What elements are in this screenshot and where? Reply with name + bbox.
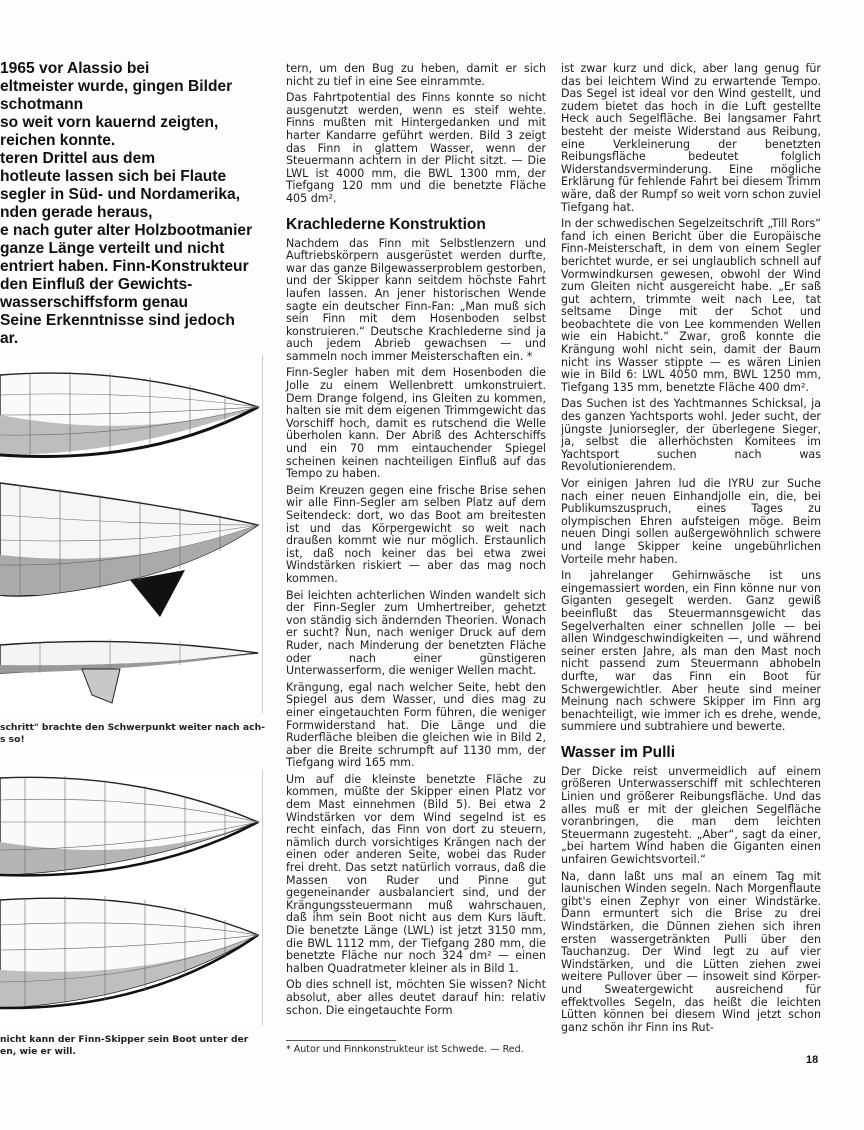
paragraph: Na, dann laßt uns mal an einem Tag mit launischen Winden segeln. Nach Morgenflaute gibt's einen Zephyr von einer Windstärke. Dann ermuntert sich die Brise zu drei Windstärken, die Dünnen ziehen sich ihren ersten wassergetränkten Pulli über den Tauchanzug. Der Wind legt zu auf vier Windstärken, und die Lütten ziehen zwei weitere Pullover über — insoweit sind Körper- und Sweatergewicht ausreichend für effektvolles Segeln, das heißt die leichten Lütten können bei diesem Wind jetzt schon ganz schön ihr Finn ins Rut- <box>561 869 821 1034</box>
paragraph: tern, um den Bug zu heben, damit er sich nicht zu tief in eine See einrammte. <box>286 62 546 88</box>
figure-caption-bottom <box>0 1034 268 1058</box>
intro-line: eltmeister wurde, gingen Bilder <box>0 78 233 95</box>
intro-line: 1965 vor Alassio bei <box>0 60 150 77</box>
caption-line: schritt" brachte den Schwerpunkt weiter nach ach- <box>0 722 265 733</box>
caption-line: s so! <box>0 734 25 745</box>
hull-lines-drawing <box>0 770 262 1025</box>
paragraph: Nachdem das Finn mit Selbstlenzern und Auftriebskörpern ausgerüstet werden durfte, war das ganze Bilgewasserproblem gestorben, und der Skipper kann seitdem höchste Fahrt laufen lassen. An jener historischen Wende sagte ein deutscher Finn-Fan: „Man muß sich sein Finn mit dem Hosenboden selbst konstruieren.“ Deutsche Krachlederne sind ja auch jedem Abrieb gewachsen — und sammeln noch immer Meisterschaften ein. * <box>286 236 546 363</box>
paragraph: Das Fahrtpotential des Finns konnte so nicht ausgenutzt werden, wenn es steif wehte. Finns mußten mit Hintergedanken und mit harter Kandarre geführt werden. Bild 3 zeigt das Finn in glattem Wasser, wenn der Steuermann achtern in der Plicht sitzt. — Die LWL ist 4000 mm, die BWL 1300 mm, der Tiefgang 120 mm und die benetzte Fläche 405 dm². <box>286 91 546 205</box>
paragraph: Um auf die kleinste benetzte Fläche zu kommen, müßte der Skipper einen Platz vor dem Mast einnehmen (Bild 5). Bei etwa 2 Windstärken vor dem Wind segelnd ist es recht einfach, das Finn von dort zu steuern, nämlich durch vorsichtiges Krängen nach der einen oder anderen Seite, wobei das Ruder frei dreht. Das setzt natürlich vorraus, daß die Massen von Ruder und Pinne gut gegeneinander ausbalanciert sind, und der Krängungssteuermann muß wahrschauen, daß ihm sein Boot nicht aus dem Kurs läuft. Die benetzte Länge (LWL) ist jetzt 3150 mm, die BWL 1112 mm, der Tiefgang 280 mm, die benetzte Fläche nur noch 324 dm² — einen halben Quadratmeter kleiner als in Bild 1. <box>286 772 546 975</box>
page-number: 18 <box>806 1054 819 1066</box>
intro-line: so weit vorn kauernd zeigten, <box>0 114 219 131</box>
paragraph: Das Suchen ist des Yachtmannes Schicksal, ja des ganzen Yachtsports wohl. Jeder sucht, der jüngste Juniorsegler, der überlegene Sieger, ja, selbst die allerhöchsten Komitees im Yachtsport suchen nach was Revolutionierendem. <box>561 397 821 474</box>
section-heading: Wasser im Pulli <box>561 743 675 761</box>
right-column <box>561 63 821 1038</box>
paragraph: Beim Kreuzen gegen eine frische Brise sehen wir alle Finn-Segler am selben Platz auf dem Seitendeck: dort, wo das Boot am breitesten ist und das Körpergewicht so weit nach draußen kommt wie nur möglich. Erstaunlich ist, daß noch keiner das bei etwa zwei Windstärken riskiert — aber das mag noch kommen. <box>286 483 546 585</box>
paragraph: Bei leichten achterlichen Winden wandelt sich der Finn-Segler zum Umhertreiber, gehetzt von ständig sich ändernden Theorien. Wonach er sucht? Nun, nach weniger Druck auf dem Ruder, nach Minderung der benetzten Fläche oder nach einer günstigeren Unterwasserform, die weniger Wellen macht. <box>286 588 546 678</box>
hull-lines-figure-bottom <box>0 770 263 1025</box>
intro-line: ar. <box>0 330 19 347</box>
paragraph: In der schwedischen Segelzeitschrift „Till Rors“ fand ich einen Bericht über die Europäische Finn-Meisterschaft, in dem von einem Segler berichtet wurde, er sei unglaublich schnell auf Vormwindkursen gewesen, obwohl der Wind zum Gleiten nicht ausgereicht habe. „Er saß gut achtern, trimmte weit nach Lee, tat seltsame Dinge mit der Schot und beobachtete die von Lee kommenden Wellen wie ein Habicht.“ Zwar, groß konnte die Krängung wohl nicht sein, damit der Baum nicht ins Wasser stippte — es wären Linien wie in Bild 6: LWL 4050 mm, BWL 1250 mm, Tiefgang 135 mm, benetzte Fläche 400 dm². <box>561 217 821 394</box>
footnote: * Autor und Finnkonstrukteur ist Schwede. — Red. <box>286 1044 524 1055</box>
paragraph: Der Dicke reist unvermeidlich auf einem größeren Unterwasserschiff mit schlechteren Linien und größerer Reibungsfläche. Und das alles muß er mit der gleichen Segelfläche voranbringen, die man dem leichten Steuermann zugesteht. „Aber“, sagt da einer, „bei hartem Wind haben die Giganten einen unfairen Gewichtsvorteil.“ <box>561 764 821 867</box>
paragraph: Vor einigen Jahren lud die IYRU zur Suche nach einer neuen Einhandjolle ein, die, bei Publikumszuspruch, eines Tages zu olympischen Ehren aufsteigen möge. Beim neuen Dingi sollen außergewöhnlich schwere und lange Skipper keine ungebührlichen Vorteile mehr haben. <box>561 477 821 566</box>
section-heading: Krachlederne Konstruktion <box>286 215 486 233</box>
paragraph: ist zwar kurz und dick, aber lang genug für das bei leichtem Wind zu erwartende Tempo. Das Segel ist ideal vor den Wind gestellt, und zudem bietet das hoch in die Luft gestellte Heck auch Segelfläche. Bei langsamer Fahrt besteht der meiste Widerstand aus Reibung, eine Verkleinerung der benetzten Reibungsfläche bedeutet folglich Widerstandsverminderung. Eine mögliche Erklärung für fehlende Fahrt bei diesem Trimm wäre, daß der Rumpf so weit vorn schon zuviel Tiefgang hat. <box>561 62 821 214</box>
caption-line: en, wie er will. <box>0 1046 76 1057</box>
intro-line: nden gerade heraus, <box>0 204 153 221</box>
paragraph: Ob dies schnell ist, möchten Sie wissen? Nicht absolut, aber alles deutet darauf hin: relativ schon. Die eingetauchte Form <box>286 978 546 1017</box>
paragraph: Finn-Segler haben mit dem Hosenboden die Jolle zu einem Wellenbrett umkonstruiert. Dem Drange folgend, ins Gleiten zu kommen, halten sie mit dem eigenen Trimmgewicht das Vorschiff hoch, damit es rutschend die Welle überholen kann. Der Abriß des Achterschiffs und ein 70 mm eintauchender Spiegel scheinen keinen nachteiligen Einfluß auf das Tempo zu haben. <box>286 366 546 481</box>
intro-line: wasserschiffsform genau <box>0 294 189 311</box>
intro-line: Seine Erkenntnisse sind jedoch <box>0 312 235 329</box>
intro-line: entriert haben. Finn-Konstrukteur <box>0 258 249 275</box>
middle-column <box>286 63 546 1021</box>
intro-line: reichen konnte. <box>0 132 116 149</box>
intro-line: schotmann <box>0 96 84 113</box>
intro-line: teren Drittel aus dem <box>0 150 156 167</box>
intro-line: segler in Süd- und Nordamerika, <box>0 186 241 203</box>
paragraph: Krängung, egal nach welcher Seite, hebt den Spiegel aus dem Wasser, und dies mag zu einer eingetauchten Form führen, die weniger Formwiderstand hat. Die Länge und die Ruderfläche bleiben die gleichen wie in Bild 2, aber die Breite schrumpft auf 1130 mm, der Tiefgang wird 165 mm. <box>286 680 546 770</box>
paragraph: In jahrelanger Gehirnwäsche ist uns eingemassiert worden, ein Finn könne nur von Giganten gesegelt werden. Ganz gewiß beeinflußt das Steuermannsgewicht das Segelverhalten einer schnellen Jolle — bei allen Windgeschwindigkeiten —, und während seiner ersten Jahre, als man den Mast noch nicht passend zum Steuermann abhobeln durfte, war das Finn ein Boot für Schwergewichtler. Aber heute sind meiner Meinung nach schwere Skipper im Finn arg benachteiligt, wie immer ich es drehe, wende, summiere und subtrahiere und bewerte. <box>561 569 821 734</box>
hull-lines-figure-top <box>0 355 263 713</box>
intro-line: den Einfluß der Gewichts- <box>0 276 193 293</box>
intro-text <box>0 60 272 348</box>
hull-lines-drawing <box>0 355 262 713</box>
intro-line: ganze Länge verteilt und nicht <box>0 240 225 257</box>
caption-line: nicht kann der Finn-Skipper sein Boot unter der <box>0 1034 249 1045</box>
figure-caption-top <box>0 722 268 746</box>
footnote-rule <box>286 1040 396 1041</box>
intro-line: hotleute lassen sich bei Flaute <box>0 168 227 185</box>
intro-line: e nach guter alter Holzbootmanier <box>0 222 253 239</box>
